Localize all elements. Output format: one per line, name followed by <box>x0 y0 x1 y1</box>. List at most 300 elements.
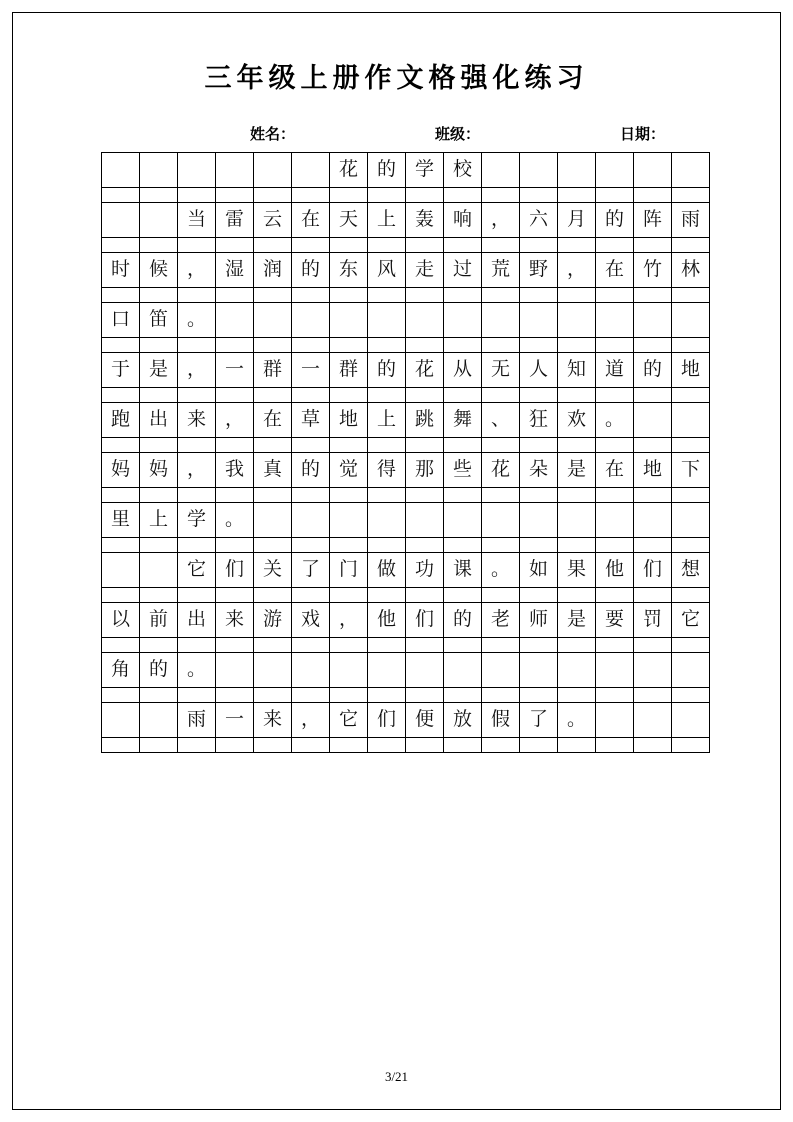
grid-cell[interactable] <box>596 503 634 538</box>
grid-cell[interactable]: 的 <box>140 653 178 688</box>
grid-cell[interactable] <box>444 388 482 403</box>
grid-cell[interactable]: 来 <box>216 603 254 638</box>
grid-cell[interactable] <box>330 503 368 538</box>
grid-cell[interactable] <box>558 503 596 538</box>
grid-cell[interactable] <box>596 238 634 253</box>
grid-cell[interactable] <box>406 688 444 703</box>
grid-cell[interactable] <box>596 588 634 603</box>
grid-cell[interactable] <box>216 288 254 303</box>
grid-cell[interactable] <box>672 703 710 738</box>
grid-cell[interactable] <box>178 338 216 353</box>
grid-cell[interactable] <box>368 388 406 403</box>
grid-cell[interactable] <box>254 503 292 538</box>
grid-cell[interactable] <box>140 188 178 203</box>
grid-cell[interactable] <box>368 688 406 703</box>
grid-cell[interactable]: 真 <box>254 453 292 488</box>
grid-cell[interactable] <box>482 338 520 353</box>
grid-cell[interactable] <box>634 388 672 403</box>
grid-cell[interactable]: 他 <box>596 553 634 588</box>
grid-cell[interactable]: 。 <box>216 503 254 538</box>
grid-cell[interactable] <box>634 503 672 538</box>
grid-cell[interactable]: 地 <box>634 453 672 488</box>
grid-cell[interactable]: 是 <box>558 453 596 488</box>
grid-cell[interactable]: 它 <box>330 703 368 738</box>
grid-cell[interactable] <box>140 338 178 353</box>
grid-cell[interactable]: 。 <box>558 703 596 738</box>
grid-cell[interactable] <box>292 653 330 688</box>
grid-cell[interactable] <box>140 588 178 603</box>
grid-cell[interactable]: 们 <box>634 553 672 588</box>
grid-cell[interactable] <box>292 488 330 503</box>
grid-cell[interactable] <box>672 538 710 553</box>
grid-cell[interactable] <box>406 288 444 303</box>
grid-cell[interactable] <box>102 688 140 703</box>
grid-cell[interactable]: 是 <box>140 353 178 388</box>
grid-cell[interactable]: 。 <box>482 553 520 588</box>
grid-cell[interactable] <box>216 388 254 403</box>
grid-cell[interactable] <box>520 153 558 188</box>
grid-cell[interactable] <box>596 388 634 403</box>
grid-cell[interactable] <box>406 488 444 503</box>
grid-cell[interactable] <box>292 238 330 253</box>
grid-cell[interactable] <box>558 388 596 403</box>
grid-cell[interactable] <box>558 488 596 503</box>
grid-cell[interactable]: 轰 <box>406 203 444 238</box>
grid-cell[interactable] <box>216 338 254 353</box>
grid-cell[interactable] <box>406 588 444 603</box>
grid-cell[interactable] <box>558 738 596 753</box>
grid-cell[interactable] <box>482 653 520 688</box>
grid-cell[interactable] <box>102 338 140 353</box>
grid-cell[interactable] <box>368 238 406 253</box>
grid-cell[interactable]: 月 <box>558 203 596 238</box>
grid-cell[interactable] <box>596 538 634 553</box>
grid-cell[interactable]: 群 <box>330 353 368 388</box>
grid-cell[interactable] <box>292 738 330 753</box>
grid-cell[interactable] <box>102 188 140 203</box>
grid-cell[interactable] <box>216 488 254 503</box>
grid-cell[interactable] <box>368 538 406 553</box>
grid-cell[interactable]: 从 <box>444 353 482 388</box>
grid-cell[interactable] <box>558 538 596 553</box>
grid-cell[interactable] <box>140 553 178 588</box>
grid-cell[interactable]: 了 <box>520 703 558 738</box>
grid-cell[interactable] <box>520 738 558 753</box>
grid-cell[interactable] <box>178 288 216 303</box>
grid-cell[interactable] <box>178 388 216 403</box>
grid-cell[interactable] <box>634 488 672 503</box>
grid-cell[interactable]: 的 <box>292 453 330 488</box>
grid-cell[interactable]: ， <box>178 253 216 288</box>
grid-cell[interactable]: 课 <box>444 553 482 588</box>
grid-cell[interactable] <box>216 238 254 253</box>
grid-cell[interactable] <box>596 153 634 188</box>
grid-cell[interactable] <box>178 638 216 653</box>
grid-cell[interactable]: 于 <box>102 353 140 388</box>
grid-cell[interactable]: 放 <box>444 703 482 738</box>
grid-cell[interactable] <box>102 638 140 653</box>
grid-cell[interactable] <box>254 288 292 303</box>
grid-cell[interactable] <box>406 738 444 753</box>
grid-cell[interactable]: 荒 <box>482 253 520 288</box>
grid-cell[interactable]: 些 <box>444 453 482 488</box>
grid-cell[interactable] <box>596 338 634 353</box>
grid-cell[interactable] <box>520 488 558 503</box>
grid-cell[interactable] <box>672 653 710 688</box>
grid-cell[interactable]: 无 <box>482 353 520 388</box>
grid-cell[interactable] <box>292 688 330 703</box>
grid-cell[interactable]: 。 <box>596 403 634 438</box>
grid-cell[interactable] <box>634 438 672 453</box>
grid-cell[interactable]: 当 <box>178 203 216 238</box>
grid-cell[interactable]: 响 <box>444 203 482 238</box>
grid-cell[interactable] <box>482 153 520 188</box>
grid-cell[interactable] <box>102 203 140 238</box>
grid-cell[interactable] <box>672 303 710 338</box>
grid-cell[interactable] <box>178 438 216 453</box>
grid-cell[interactable] <box>596 653 634 688</box>
grid-cell[interactable]: 功 <box>406 553 444 588</box>
grid-cell[interactable] <box>672 188 710 203</box>
grid-cell[interactable]: 欢 <box>558 403 596 438</box>
grid-cell[interactable] <box>140 153 178 188</box>
grid-cell[interactable]: ， <box>178 353 216 388</box>
grid-cell[interactable]: 润 <box>254 253 292 288</box>
grid-cell[interactable]: 雨 <box>178 703 216 738</box>
grid-cell[interactable] <box>330 438 368 453</box>
grid-cell[interactable]: ， <box>330 603 368 638</box>
grid-cell[interactable] <box>520 388 558 403</box>
grid-cell[interactable] <box>368 303 406 338</box>
grid-cell[interactable] <box>406 303 444 338</box>
grid-cell[interactable]: 那 <box>406 453 444 488</box>
grid-cell[interactable] <box>292 188 330 203</box>
grid-cell[interactable] <box>330 638 368 653</box>
grid-cell[interactable] <box>444 688 482 703</box>
grid-cell[interactable]: 要 <box>596 603 634 638</box>
grid-cell[interactable]: ， <box>482 203 520 238</box>
grid-cell[interactable] <box>444 338 482 353</box>
grid-cell[interactable] <box>368 588 406 603</box>
grid-cell[interactable]: 跑 <box>102 403 140 438</box>
grid-cell[interactable]: 一 <box>216 353 254 388</box>
grid-cell[interactable]: 角 <box>102 653 140 688</box>
grid-cell[interactable]: 老 <box>482 603 520 638</box>
grid-cell[interactable]: 人 <box>520 353 558 388</box>
grid-cell[interactable]: 它 <box>178 553 216 588</box>
grid-cell[interactable] <box>102 553 140 588</box>
grid-cell[interactable] <box>330 303 368 338</box>
grid-cell[interactable]: 时 <box>102 253 140 288</box>
grid-cell[interactable] <box>216 588 254 603</box>
grid-cell[interactable]: 我 <box>216 453 254 488</box>
grid-cell[interactable] <box>596 738 634 753</box>
grid-cell[interactable] <box>520 588 558 603</box>
grid-cell[interactable] <box>482 503 520 538</box>
grid-cell[interactable] <box>178 588 216 603</box>
grid-cell[interactable]: 便 <box>406 703 444 738</box>
grid-cell[interactable] <box>140 538 178 553</box>
grid-cell[interactable] <box>216 188 254 203</box>
grid-cell[interactable]: 想 <box>672 553 710 588</box>
grid-cell[interactable] <box>216 153 254 188</box>
grid-cell[interactable] <box>634 538 672 553</box>
grid-cell[interactable]: 学 <box>178 503 216 538</box>
grid-cell[interactable] <box>406 388 444 403</box>
grid-cell[interactable]: 笛 <box>140 303 178 338</box>
grid-cell[interactable] <box>330 588 368 603</box>
grid-cell[interactable]: 阵 <box>634 203 672 238</box>
grid-cell[interactable]: 走 <box>406 253 444 288</box>
grid-cell[interactable] <box>596 488 634 503</box>
grid-cell[interactable] <box>254 238 292 253</box>
grid-cell[interactable] <box>634 638 672 653</box>
grid-cell[interactable]: 。 <box>178 303 216 338</box>
grid-cell[interactable] <box>102 238 140 253</box>
grid-cell[interactable] <box>672 503 710 538</box>
grid-cell[interactable]: 、 <box>482 403 520 438</box>
grid-cell[interactable] <box>254 638 292 653</box>
grid-cell[interactable]: 知 <box>558 353 596 388</box>
grid-cell[interactable]: 竹 <box>634 253 672 288</box>
grid-cell[interactable] <box>102 588 140 603</box>
grid-cell[interactable] <box>482 538 520 553</box>
grid-cell[interactable]: ， <box>178 453 216 488</box>
grid-cell[interactable] <box>558 638 596 653</box>
grid-cell[interactable] <box>140 288 178 303</box>
grid-cell[interactable]: 的 <box>596 203 634 238</box>
grid-cell[interactable] <box>672 403 710 438</box>
grid-cell[interactable] <box>406 238 444 253</box>
grid-cell[interactable]: 跳 <box>406 403 444 438</box>
grid-cell[interactable] <box>672 488 710 503</box>
grid-cell[interactable] <box>330 738 368 753</box>
grid-cell[interactable]: ， <box>558 253 596 288</box>
grid-cell[interactable]: 口 <box>102 303 140 338</box>
grid-cell[interactable] <box>178 488 216 503</box>
grid-cell[interactable] <box>140 488 178 503</box>
grid-cell[interactable] <box>444 653 482 688</box>
grid-cell[interactable] <box>520 303 558 338</box>
grid-cell[interactable] <box>102 703 140 738</box>
grid-cell[interactable] <box>520 188 558 203</box>
grid-cell[interactable] <box>596 188 634 203</box>
grid-cell[interactable] <box>596 688 634 703</box>
grid-cell[interactable] <box>482 488 520 503</box>
grid-cell[interactable]: 了 <box>292 553 330 588</box>
grid-cell[interactable]: 雨 <box>672 203 710 238</box>
grid-cell[interactable] <box>178 688 216 703</box>
grid-cell[interactable] <box>672 288 710 303</box>
grid-cell[interactable]: 们 <box>216 553 254 588</box>
grid-cell[interactable] <box>558 338 596 353</box>
grid-cell[interactable] <box>368 288 406 303</box>
grid-cell[interactable] <box>254 153 292 188</box>
grid-cell[interactable] <box>482 438 520 453</box>
grid-cell[interactable] <box>292 638 330 653</box>
grid-cell[interactable]: 的 <box>444 603 482 638</box>
grid-cell[interactable]: 花 <box>482 453 520 488</box>
grid-cell[interactable]: 在 <box>292 203 330 238</box>
grid-cell[interactable]: 前 <box>140 603 178 638</box>
grid-cell[interactable] <box>482 638 520 653</box>
grid-cell[interactable]: 的 <box>368 353 406 388</box>
grid-cell[interactable]: 出 <box>178 603 216 638</box>
grid-cell[interactable] <box>596 303 634 338</box>
grid-cell[interactable]: 草 <box>292 403 330 438</box>
grid-cell[interactable]: 群 <box>254 353 292 388</box>
grid-cell[interactable] <box>254 738 292 753</box>
grid-cell[interactable]: 做 <box>368 553 406 588</box>
grid-cell[interactable] <box>216 438 254 453</box>
grid-cell[interactable]: 妈 <box>102 453 140 488</box>
grid-cell[interactable]: 门 <box>330 553 368 588</box>
grid-cell[interactable] <box>254 688 292 703</box>
grid-cell[interactable]: 下 <box>672 453 710 488</box>
grid-cell[interactable] <box>102 738 140 753</box>
grid-cell[interactable] <box>406 438 444 453</box>
grid-cell[interactable] <box>368 488 406 503</box>
grid-cell[interactable] <box>596 438 634 453</box>
grid-cell[interactable] <box>482 388 520 403</box>
grid-cell[interactable] <box>444 738 482 753</box>
grid-cell[interactable] <box>482 303 520 338</box>
grid-cell[interactable] <box>216 738 254 753</box>
grid-cell[interactable] <box>596 703 634 738</box>
grid-cell[interactable]: 上 <box>368 203 406 238</box>
grid-cell[interactable]: 得 <box>368 453 406 488</box>
grid-cell[interactable] <box>672 338 710 353</box>
grid-cell[interactable] <box>634 338 672 353</box>
grid-cell[interactable]: 林 <box>672 253 710 288</box>
grid-cell[interactable] <box>102 288 140 303</box>
grid-cell[interactable] <box>558 588 596 603</box>
grid-cell[interactable] <box>178 538 216 553</box>
grid-cell[interactable]: 在 <box>254 403 292 438</box>
grid-cell[interactable]: 的 <box>634 353 672 388</box>
grid-cell[interactable] <box>140 438 178 453</box>
grid-cell[interactable] <box>216 653 254 688</box>
grid-cell[interactable] <box>482 238 520 253</box>
grid-cell[interactable]: 候 <box>140 253 178 288</box>
grid-cell[interactable] <box>520 438 558 453</box>
grid-cell[interactable] <box>178 188 216 203</box>
grid-cell[interactable] <box>368 438 406 453</box>
grid-cell[interactable] <box>520 638 558 653</box>
grid-cell[interactable] <box>444 438 482 453</box>
grid-cell[interactable] <box>672 438 710 453</box>
grid-cell[interactable] <box>482 588 520 603</box>
grid-cell[interactable]: 学 <box>406 153 444 188</box>
grid-cell[interactable] <box>596 638 634 653</box>
grid-cell[interactable]: 六 <box>520 203 558 238</box>
grid-cell[interactable]: 上 <box>140 503 178 538</box>
grid-cell[interactable] <box>140 638 178 653</box>
grid-cell[interactable]: 里 <box>102 503 140 538</box>
grid-cell[interactable] <box>216 303 254 338</box>
grid-cell[interactable]: 是 <box>558 603 596 638</box>
grid-cell[interactable] <box>634 288 672 303</box>
grid-cell[interactable] <box>634 588 672 603</box>
grid-cell[interactable] <box>482 188 520 203</box>
grid-cell[interactable]: 出 <box>140 403 178 438</box>
grid-cell[interactable] <box>330 338 368 353</box>
grid-cell[interactable]: 一 <box>216 703 254 738</box>
grid-cell[interactable] <box>102 153 140 188</box>
grid-cell[interactable] <box>292 303 330 338</box>
grid-cell[interactable]: 野 <box>520 253 558 288</box>
grid-cell[interactable] <box>330 238 368 253</box>
grid-cell[interactable] <box>254 653 292 688</box>
grid-cell[interactable] <box>634 403 672 438</box>
grid-cell[interactable] <box>330 538 368 553</box>
grid-cell[interactable] <box>368 653 406 688</box>
grid-cell[interactable] <box>330 653 368 688</box>
grid-cell[interactable]: 湿 <box>216 253 254 288</box>
grid-cell[interactable] <box>520 653 558 688</box>
grid-cell[interactable]: 们 <box>368 703 406 738</box>
grid-cell[interactable] <box>558 188 596 203</box>
grid-cell[interactable]: 如 <box>520 553 558 588</box>
grid-cell[interactable] <box>178 238 216 253</box>
grid-cell[interactable] <box>102 488 140 503</box>
grid-cell[interactable]: 妈 <box>140 453 178 488</box>
grid-cell[interactable]: 们 <box>406 603 444 638</box>
grid-cell[interactable]: 上 <box>368 403 406 438</box>
grid-cell[interactable] <box>102 538 140 553</box>
grid-cell[interactable] <box>254 388 292 403</box>
grid-cell[interactable]: 在 <box>596 453 634 488</box>
grid-cell[interactable] <box>368 738 406 753</box>
grid-cell[interactable] <box>292 338 330 353</box>
grid-cell[interactable]: 花 <box>406 353 444 388</box>
grid-cell[interactable] <box>292 588 330 603</box>
grid-cell[interactable] <box>558 653 596 688</box>
grid-cell[interactable]: 戏 <box>292 603 330 638</box>
grid-cell[interactable] <box>254 538 292 553</box>
grid-cell[interactable] <box>178 738 216 753</box>
grid-cell[interactable] <box>672 238 710 253</box>
grid-cell[interactable] <box>140 203 178 238</box>
grid-cell[interactable] <box>634 653 672 688</box>
grid-cell[interactable]: 来 <box>178 403 216 438</box>
grid-cell[interactable]: 雷 <box>216 203 254 238</box>
grid-cell[interactable] <box>140 688 178 703</box>
grid-cell[interactable] <box>254 303 292 338</box>
grid-cell[interactable] <box>444 488 482 503</box>
grid-cell[interactable] <box>254 188 292 203</box>
grid-cell[interactable] <box>102 388 140 403</box>
grid-cell[interactable]: 狂 <box>520 403 558 438</box>
grid-cell[interactable] <box>444 238 482 253</box>
grid-cell[interactable]: ， <box>292 703 330 738</box>
grid-cell[interactable] <box>330 388 368 403</box>
grid-cell[interactable] <box>140 388 178 403</box>
grid-cell[interactable] <box>672 588 710 603</box>
grid-cell[interactable]: 师 <box>520 603 558 638</box>
grid-cell[interactable] <box>444 588 482 603</box>
grid-cell[interactable] <box>634 238 672 253</box>
grid-cell[interactable] <box>216 688 254 703</box>
grid-cell[interactable]: 在 <box>596 253 634 288</box>
grid-cell[interactable]: 假 <box>482 703 520 738</box>
grid-cell[interactable]: 游 <box>254 603 292 638</box>
grid-cell[interactable] <box>140 738 178 753</box>
grid-cell[interactable] <box>140 238 178 253</box>
grid-cell[interactable] <box>406 638 444 653</box>
grid-cell[interactable]: 朵 <box>520 453 558 488</box>
grid-cell[interactable] <box>102 438 140 453</box>
